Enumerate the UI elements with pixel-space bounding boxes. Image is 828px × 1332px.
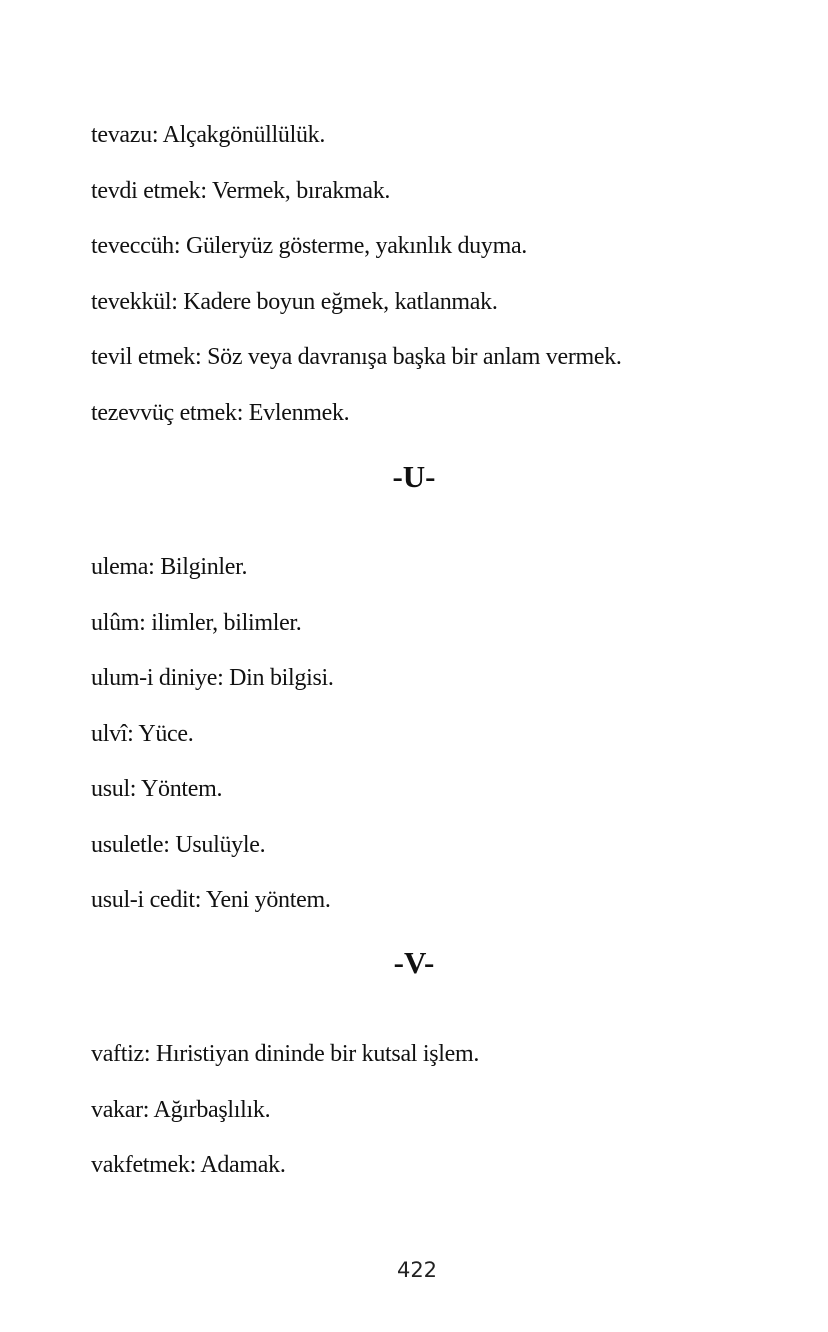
- section-heading-u: -U-: [392, 459, 436, 494]
- page-number: 422: [396, 1258, 438, 1282]
- glossary-entry: tevdi etmek: Vermek, bırakmak.: [91, 178, 391, 204]
- glossary-entry: vakfetmek: Adamak.: [91, 1152, 286, 1178]
- glossary-entry: usul: Yöntem.: [91, 776, 223, 802]
- glossary-entry: vaftiz: Hıristiyan dininde bir kutsal işlem.: [91, 1041, 480, 1067]
- section-heading-v: -V-: [393, 945, 435, 980]
- glossary-entry: usuletle: Usulüyle.: [91, 832, 266, 858]
- glossary-entry: ulûm: ilimler, bilimler.: [91, 610, 302, 636]
- glossary-entry: ulvî: Yüce.: [91, 721, 194, 747]
- glossary-entry: tevekkül: Kadere boyun eğmek, katlanmak.: [91, 289, 498, 315]
- glossary-entry: tevil etmek: Söz veya davranışa başka bir anlam vermek.: [91, 344, 622, 370]
- glossary-entry: vakar: Ağırbaşlılık.: [91, 1097, 271, 1123]
- glossary-entry: tevazu: Alçakgönüllülük.: [91, 122, 326, 148]
- glossary-entry: ulema: Bilginler.: [91, 554, 248, 580]
- glossary-entry: tezevvüç etmek: Evlenmek.: [91, 400, 350, 426]
- glossary-entry: usul-i cedit: Yeni yöntem.: [91, 887, 331, 913]
- glossary-entry: teveccüh: Güleryüz gösterme, yakınlık duyma.: [91, 233, 527, 259]
- glossary-entry: ulum-i diniye: Din bilgisi.: [91, 665, 334, 691]
